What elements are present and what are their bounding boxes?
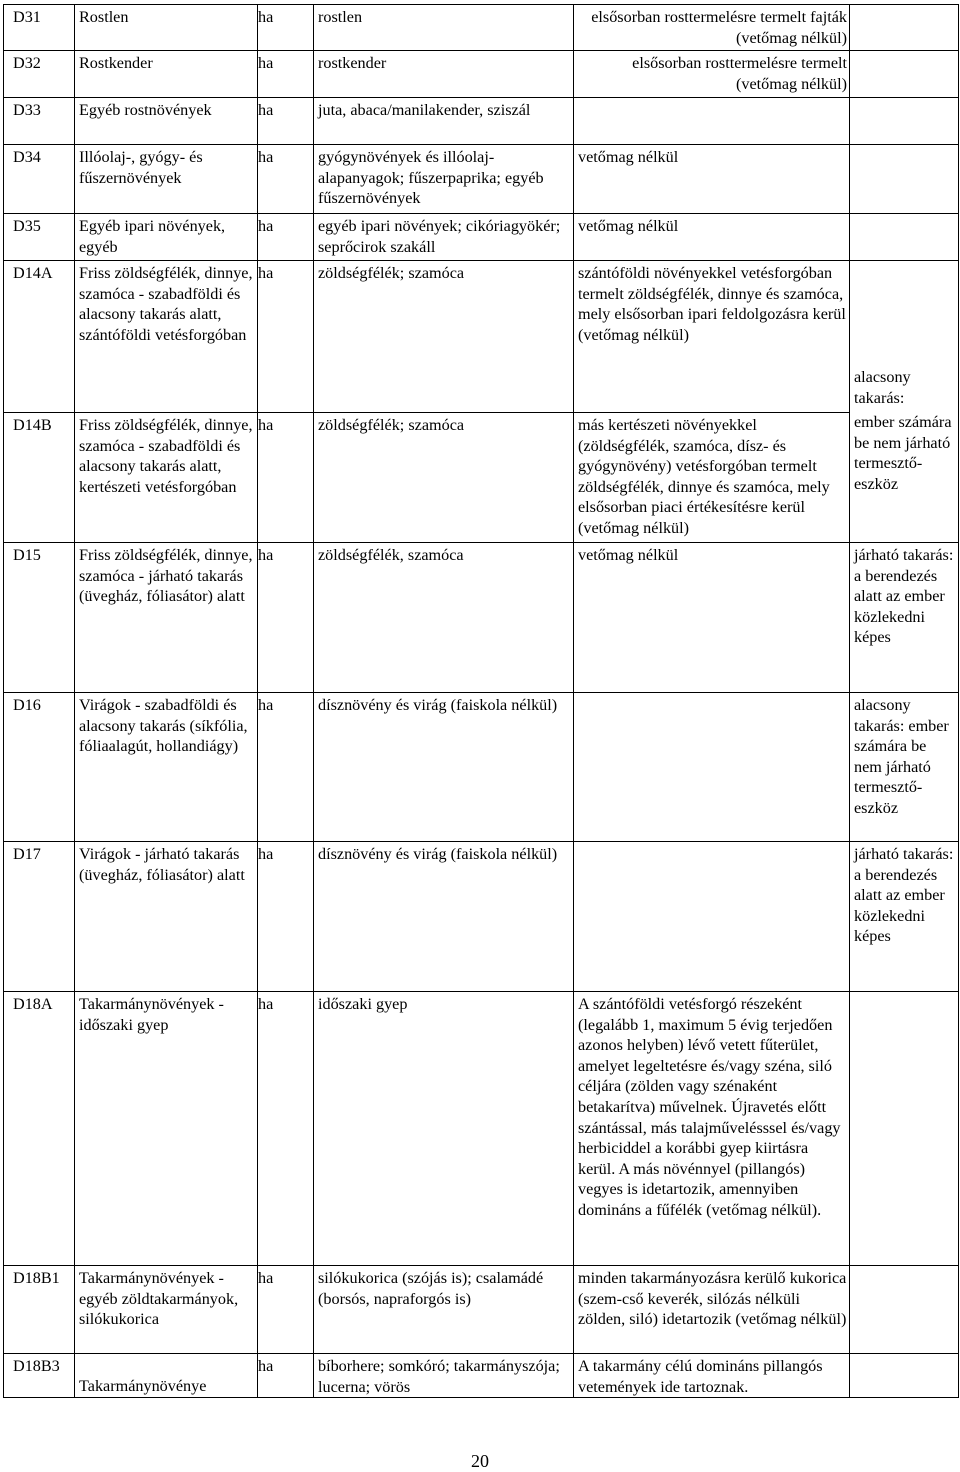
crop-category-name: Friss zöldségfélék, dinnye, szamóca - járható takarás (üvegház, fóliasátor) alatt	[79, 546, 253, 606]
crop-note: elsősorban rosttermelésre termelt fajták (vetőmag nélkül)	[591, 8, 847, 47]
crop-code-table	[3, 4, 959, 1398]
crop-note: A szántóföldi vetésforgó részeként (legalább 1, maximum 5 évig terjedően azonos helyben) lévő vetett fűterület, amelyet legeltetésre és/vagy széna, siló céljára (zölden vagy szénaként betakarítva) művelnek. Újravetés előtt szántással, más talajművelésssel és/vagy herbiciddel a korábbi gyep kiirtásra kerül. A más növénnyel (pillangós) vegyes is idetartozik, amennyiben domináns a fűfélék (vetőmag nélkül).	[578, 995, 841, 1219]
crop-category-name: Takarmánynövények - egyéb zöldtakarmányok, silókukorica	[79, 1269, 239, 1329]
unit-label: ha	[258, 546, 274, 564]
crop-code: D31	[13, 8, 41, 26]
unit-label: ha	[258, 995, 274, 1013]
crop-list: gyógynövények és illóolaj-alapanyagok; fűszerpaprika; egyéb fűszernövények	[318, 148, 544, 208]
crop-code: D14A	[13, 264, 53, 282]
table-row	[4, 693, 959, 842]
crop-list: bíborhere; somkóró; takarmányszója; lucerna; vörös	[318, 1357, 560, 1396]
table-row	[4, 145, 959, 214]
cover-note-top: alacsony takarás:	[854, 368, 911, 407]
unit-label: ha	[258, 8, 274, 26]
unit-label: ha	[258, 416, 274, 434]
crop-category-name: Egyéb ipari növények, egyéb	[79, 217, 226, 256]
crop-list: egyéb ipari növények; cikóriagyökér; seprőcirok szakáll	[318, 217, 561, 256]
unit-label: ha	[258, 148, 274, 166]
table-row	[4, 413, 959, 543]
crop-note: A takarmány célú domináns pillangós vetemények ide tartoznak.	[578, 1357, 823, 1396]
crop-list: juta, abaca/manilakender, sziszál	[318, 101, 531, 119]
crop-code: D18A	[13, 995, 53, 1013]
unit-label: ha	[258, 1269, 274, 1287]
unit-label: ha	[258, 101, 274, 119]
crop-list: rostlen	[318, 8, 363, 26]
cover-note: járható takarás: a berendezés alatt az ember közlekedni képes	[854, 845, 954, 946]
crop-code: D32	[13, 54, 41, 72]
crop-category-name: Virágok - szabadföldi és alacsony takarás (síkfólia, fóliaalagút, hollandiágy)	[79, 696, 248, 756]
table-row	[4, 543, 959, 693]
crop-category-name: Illóolaj-, gyógy- és fűszernövények	[79, 148, 203, 187]
crop-note: vetőmag nélkül	[578, 217, 679, 235]
unit-label: ha	[258, 696, 274, 714]
table-row	[4, 1354, 959, 1398]
crop-list: zöldségfélék; szamóca	[318, 416, 465, 434]
crop-note: más kertészeti növényekkel (zöldségfélék, szamóca, dísz- és gyógynövény) vetésforgóban termelt zöldségfélék, dinnye és szamóca, mely elsősorban piaci értékesítésre kerül (vetőmag nélkül)	[578, 416, 830, 537]
crop-code: D14B	[13, 416, 52, 434]
table-row	[4, 842, 959, 992]
crop-category-name: Takarmánynövénye	[79, 1377, 207, 1395]
table-row	[4, 5, 959, 51]
unit-label: ha	[258, 264, 274, 282]
crop-code: D18B3	[13, 1357, 60, 1375]
table-row	[4, 51, 959, 98]
crop-note: elsősorban rosttermelésre termelt (vetőmag nélkül)	[632, 54, 847, 93]
crop-list: zöldségfélék, szamóca	[318, 546, 464, 564]
crop-category-name: Rostkender	[79, 54, 153, 72]
crop-list: dísznövény és virág (faiskola nélkül)	[318, 845, 558, 863]
crop-code: D16	[13, 696, 41, 714]
crop-list: időszaki gyep	[318, 995, 408, 1013]
crop-list: zöldségfélék; szamóca	[318, 264, 465, 282]
cover-note: járható takarás: a berendezés alatt az ember közlekedni képes	[854, 546, 954, 647]
crop-note: minden takarmányozásra kerülő kukorica (szem-cső keverék, silózás nélküli zölden, siló) idetartozik (vetőmag nélkül)	[578, 1269, 847, 1329]
table-row	[4, 992, 959, 1266]
crop-category-name: Friss zöldségfélék, dinnye, szamóca - szabadföldi és alacsony takarás alatt, szántóföldi vetésforgóban	[79, 264, 253, 344]
unit-label: ha	[258, 217, 274, 235]
cover-note: alacsony takarás: ember számára be nem járható termesztő-eszköz	[854, 696, 949, 817]
table-row	[4, 1266, 959, 1354]
crop-code: D34	[13, 148, 41, 166]
crop-note: vetőmag nélkül	[578, 546, 679, 564]
crop-list: rostkender	[318, 54, 387, 72]
crop-code: D18B1	[13, 1269, 60, 1287]
crop-code: D17	[13, 845, 41, 863]
table-row	[4, 261, 959, 413]
unit-label: ha	[258, 1357, 274, 1375]
page-number: 20	[471, 1451, 489, 1471]
crop-note: szántóföldi növényekkel vetésforgóban termelt zöldségfélék, dinnye és szamóca, mely elsősorban ipari feldolgozásra kerül (vetőmag nélkül)	[578, 264, 846, 344]
crop-category-name: Virágok - járható takarás (üvegház, fóliasátor) alatt	[79, 845, 245, 884]
crop-note: vetőmag nélkül	[578, 148, 679, 166]
crop-category-name: Takarmánynövények - időszaki gyep	[79, 995, 224, 1034]
unit-label: ha	[258, 54, 274, 72]
crop-category-name: Rostlen	[79, 8, 129, 26]
crop-category-name: Friss zöldségfélék, dinnye, szamóca - szabadföldi és alacsony takarás alatt, kertészeti vetésforgóban	[79, 416, 253, 496]
table-row	[4, 214, 959, 261]
cover-note-bottom: ember számára be nem járható termesztő-eszköz	[854, 413, 952, 493]
crop-code: D15	[13, 546, 41, 564]
unit-label: ha	[258, 845, 274, 863]
crop-category-name: Egyéb rostnövények	[79, 101, 212, 119]
crop-code: D35	[13, 217, 41, 235]
table-row	[4, 98, 959, 145]
crop-list: dísznövény és virág (faiskola nélkül)	[318, 696, 558, 714]
crop-code: D33	[13, 101, 41, 119]
crop-list: silókukorica (szójás is); csalamádé (borsós, napraforgós is)	[318, 1269, 544, 1308]
